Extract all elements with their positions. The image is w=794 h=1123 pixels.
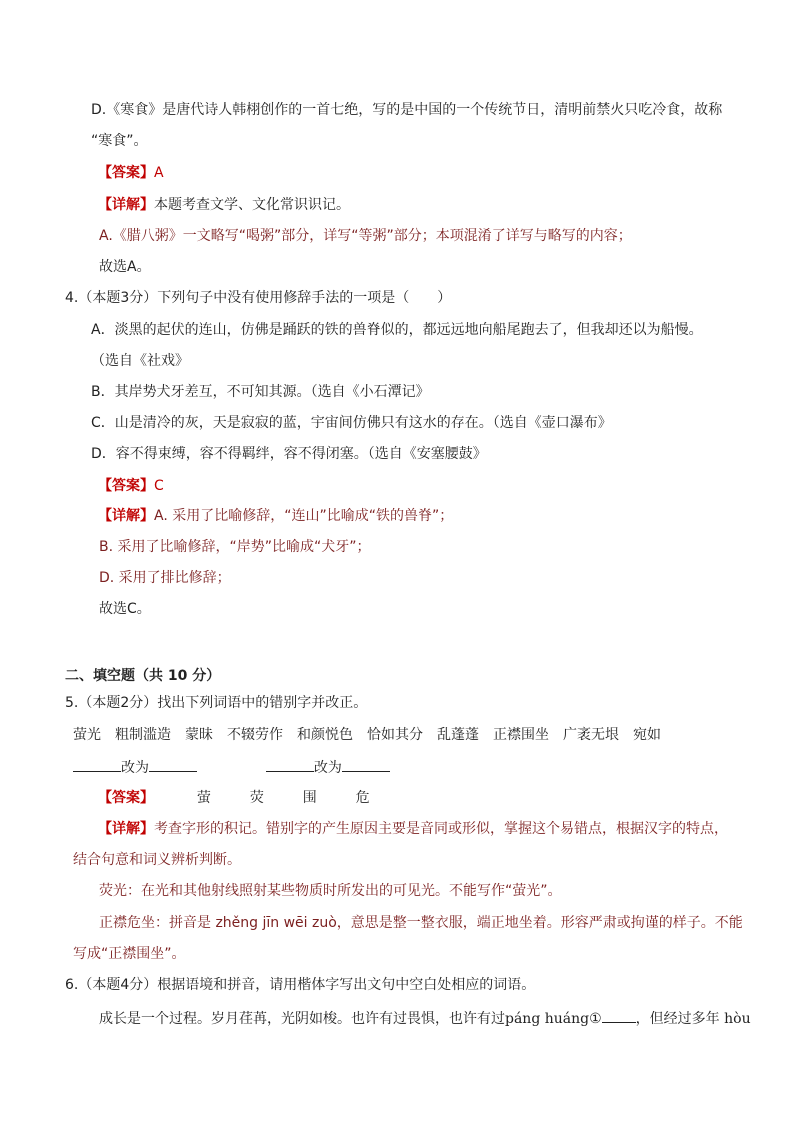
q4-option-a-line1: A．淡黑的起伏的连山，仿佛是踊跃的铁的兽脊似的，都远远地向船尾跑去了，但我却还以为船慢。: [91, 322, 703, 338]
q4-detail-a: A. 采用了比喻修辞，“连山”比喻成“铁的兽脊”；: [154, 508, 454, 524]
q5-detail-row: [98, 819, 728, 839]
q4-stem: 4.（本题3分）下列句子中没有使用修辞手法的一项是（ ）: [65, 290, 452, 306]
detail-label: 【详解】: [98, 508, 154, 524]
q3-conclusion: 故选A。: [99, 259, 151, 275]
q5-zhengjin-line1: 正襟危坐：拼音是 zhěng jīn wēi zuò，意思是整一整衣服，端正地坐着。形容严肃或拘谨的样子。不能: [99, 915, 743, 931]
answer-char: 围: [302, 790, 317, 806]
answer-char: 萤: [196, 790, 211, 806]
blank-word: 改为: [313, 760, 342, 776]
q3-answer: [98, 163, 164, 183]
detail-label: 【详解】: [98, 197, 154, 213]
q6-pinyin2: hòu: [724, 1011, 751, 1027]
answer-value: A: [154, 165, 164, 181]
q5-zhengjin-line2: 写成“正襟围坐”。: [73, 946, 186, 962]
detail-text: 本题考查文学、文化常识识记。: [154, 197, 350, 213]
q6-marker1: ①: [589, 1011, 602, 1027]
q6-stem: 6.（本题4分）根据语境和拼音，请用楷体字写出文句中空白处相应的词语。: [65, 977, 536, 993]
q5-detail-line1: 考查字形的积记。错别字的产生原因主要是音同或形似，掌握这个易错点，根据汉字的特点，: [154, 821, 728, 837]
answer-char: 危: [355, 790, 370, 806]
q4-answer: [98, 476, 164, 496]
q5-stem: 5.（本题2分）找出下列词语中的错别字并改正。: [65, 695, 368, 711]
answer-blank[interactable]: [73, 756, 121, 772]
q4-conclusion: 故选C。: [99, 601, 151, 617]
q6-pinyin1: páng huáng: [505, 1011, 590, 1027]
q4-detail-b: B. 采用了比喻修辞，“岸势”比喻成“犬牙”；: [99, 539, 371, 555]
q3-detail: [98, 195, 350, 215]
q4-option-a-line2: （选自《社戏》: [91, 353, 189, 369]
q5-blanks-row: [73, 756, 390, 778]
q5-detail-line2: 结合句意和词义辨析判断。: [73, 852, 241, 868]
q3-detail-a: A.《腊八粥》一文略写“喝粥”部分，详写“等粥”部分；本项混淆了详写与略写的内容；: [99, 228, 632, 244]
answer-blank[interactable]: [149, 756, 197, 772]
q4-option-d: D．容不得束缚，容不得羁绊，容不得闭塞。（选自《安塞腰鼓》: [91, 446, 487, 462]
answer-label: 【答案】: [98, 790, 154, 806]
answer-label: 【答案】: [98, 165, 154, 181]
answer-char: 荧: [249, 790, 264, 806]
detail-label: 【详解】: [98, 821, 154, 837]
answer-value: C: [154, 478, 164, 494]
answer-blank[interactable]: [602, 1007, 636, 1023]
q5-yingguang-note: 荧光：在光和其他射线照射某些物质时所发出的可见光。不能写作“萤光”。: [99, 883, 562, 899]
answer-label: 【答案】: [98, 478, 154, 494]
answer-blank[interactable]: [342, 756, 390, 772]
q5-word-list: 萤光 粗制滥造 蒙昧 不辍劳作 和颜悦色 恰如其分 乱蓬蓬 正襟围坐 广袤无垠 宛如: [73, 727, 661, 743]
q6-passage-part2: ，但经过多年: [635, 1011, 720, 1027]
q4-option-b: B．其岸势犬牙差互，不可知其源。（选自《小石潭记》: [91, 384, 430, 400]
section2-heading: 二、填空题（共 10 分）: [65, 668, 221, 684]
q3-option-d-line1: D.《寒食》是唐代诗人韩栩创作的一首七绝，写的是中国的一个传统节日，清明前禁火只吃冷食，故称: [91, 102, 723, 118]
q6-passage-part1: 成长是一个过程。岁月荏苒，光阴如梭。也许有过畏惧，也许有过: [99, 1011, 505, 1027]
q4-option-c: C．山是清冷的灰，天是寂寂的蓝，宇宙间仿佛只有这水的存在。（选自《壶口瀑布》: [91, 415, 612, 431]
blank-word: 改为: [121, 760, 149, 776]
q4-detail-a-row: [98, 506, 453, 526]
q4-detail-d: D. 采用了排比修辞；: [99, 570, 231, 586]
answer-blank[interactable]: [266, 756, 314, 772]
q5-answer: [98, 788, 370, 808]
q3-option-d-line2: “寒食”。: [91, 133, 148, 149]
q6-passage: [99, 1007, 751, 1029]
